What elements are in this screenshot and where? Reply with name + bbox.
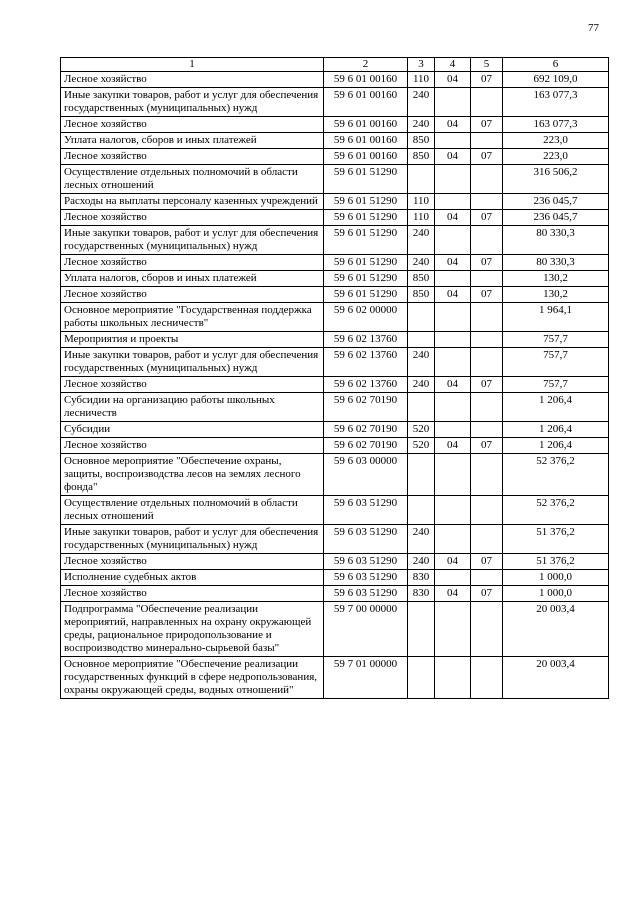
section-cell: [435, 194, 471, 210]
subsection-cell: [471, 393, 503, 422]
target-code-cell: 59 6 03 51290: [324, 554, 408, 570]
expense-type-cell: 240: [408, 348, 435, 377]
target-code-cell: 59 6 01 00160: [324, 117, 408, 133]
target-code-cell: 59 6 03 51290: [324, 586, 408, 602]
item-name-cell: Иные закупки товаров, работ и услуг для обеспечения государственных (муниципальных) нужд: [61, 88, 324, 117]
expense-type-cell: [408, 303, 435, 332]
item-name-cell: Лесное хозяйство: [61, 72, 324, 88]
item-name-cell: Осуществление отдельных полномочий в области лесных отношений: [61, 165, 324, 194]
column-header: 2: [324, 58, 408, 72]
target-code-cell: 59 6 01 00160: [324, 88, 408, 117]
amount-cell: 52 376,2: [503, 454, 609, 496]
target-code-cell: 59 6 02 00000: [324, 303, 408, 332]
table-row: [61, 657, 609, 699]
target-code-cell: 59 7 00 00000: [324, 602, 408, 657]
target-code-cell: 59 6 01 51290: [324, 226, 408, 255]
expense-type-cell: 850: [408, 271, 435, 287]
budget-table: [60, 57, 609, 699]
item-name-cell: Исполнение судебных актов: [61, 570, 324, 586]
table-row: [61, 133, 609, 149]
item-name-cell: Основное мероприятие "Обеспечение реализации государственных функций в сфере недропользования, охраны окружающей среды, водных отношений": [61, 657, 324, 699]
target-code-cell: 59 6 03 51290: [324, 525, 408, 554]
subsection-cell: [471, 348, 503, 377]
section-cell: 04: [435, 210, 471, 226]
item-name-cell: Уплата налогов, сборов и иных платежей: [61, 271, 324, 287]
subsection-cell: [471, 602, 503, 657]
table-row: [61, 149, 609, 165]
amount-cell: 223,0: [503, 149, 609, 165]
target-code-cell: 59 6 01 51290: [324, 271, 408, 287]
expense-type-cell: 830: [408, 570, 435, 586]
subsection-cell: [471, 271, 503, 287]
amount-cell: 316 506,2: [503, 165, 609, 194]
section-cell: [435, 393, 471, 422]
expense-type-cell: 240: [408, 226, 435, 255]
section-cell: [435, 454, 471, 496]
item-name-cell: Подпрограмма "Обеспечение реализации мероприятий, направленных на охрану окружающей среды, рациональное природопользование и воспроизводство минерально-сырьевой базы": [61, 602, 324, 657]
expense-type-cell: [408, 657, 435, 699]
item-name-cell: Иные закупки товаров, работ и услуг для обеспечения государственных (муниципальных) нужд: [61, 525, 324, 554]
subsection-cell: 07: [471, 149, 503, 165]
target-code-cell: 59 7 01 00000: [324, 657, 408, 699]
subsection-cell: 07: [471, 117, 503, 133]
item-name-cell: Мероприятия и проекты: [61, 332, 324, 348]
amount-cell: 757,7: [503, 348, 609, 377]
column-header: 3: [408, 58, 435, 72]
table-row: [61, 570, 609, 586]
subsection-cell: [471, 165, 503, 194]
amount-cell: 1 000,0: [503, 586, 609, 602]
amount-cell: 1 206,4: [503, 393, 609, 422]
expense-type-cell: 240: [408, 525, 435, 554]
subsection-cell: 07: [471, 438, 503, 454]
expense-type-cell: 520: [408, 422, 435, 438]
amount-cell: 20 003,4: [503, 602, 609, 657]
subsection-cell: [471, 570, 503, 586]
expense-type-cell: 850: [408, 287, 435, 303]
section-cell: 04: [435, 117, 471, 133]
table-row: [61, 393, 609, 422]
expense-type-cell: 240: [408, 255, 435, 271]
table-row: [61, 194, 609, 210]
section-cell: [435, 226, 471, 255]
item-name-cell: Основное мероприятие "Обеспечение охраны, защиты, воспроизводства лесов на землях лесного фонда": [61, 454, 324, 496]
section-cell: [435, 88, 471, 117]
amount-cell: 80 330,3: [503, 255, 609, 271]
amount-cell: 223,0: [503, 133, 609, 149]
amount-cell: 1 964,1: [503, 303, 609, 332]
table-row: [61, 496, 609, 525]
amount-cell: 20 003,4: [503, 657, 609, 699]
item-name-cell: Расходы на выплаты персоналу казенных учреждений: [61, 194, 324, 210]
target-code-cell: 59 6 02 13760: [324, 332, 408, 348]
expense-type-cell: [408, 496, 435, 525]
expense-type-cell: [408, 393, 435, 422]
table-row: [61, 586, 609, 602]
table-row: [61, 438, 609, 454]
target-code-cell: 59 6 02 70190: [324, 438, 408, 454]
section-cell: 04: [435, 149, 471, 165]
item-name-cell: Лесное хозяйство: [61, 554, 324, 570]
section-cell: [435, 271, 471, 287]
item-name-cell: Субсидии на организацию работы школьных лесничеств: [61, 393, 324, 422]
amount-cell: 1 206,4: [503, 422, 609, 438]
expense-type-cell: 110: [408, 194, 435, 210]
item-name-cell: Лесное хозяйство: [61, 255, 324, 271]
amount-cell: 1 000,0: [503, 570, 609, 586]
subsection-cell: 07: [471, 377, 503, 393]
section-cell: 04: [435, 554, 471, 570]
table-row: [61, 332, 609, 348]
item-name-cell: Иные закупки товаров, работ и услуг для обеспечения государственных (муниципальных) нужд: [61, 226, 324, 255]
table-row: [61, 348, 609, 377]
amount-cell: 236 045,7: [503, 194, 609, 210]
expense-type-cell: 240: [408, 88, 435, 117]
table-row: [61, 422, 609, 438]
subsection-cell: 07: [471, 554, 503, 570]
target-code-cell: 59 6 03 00000: [324, 454, 408, 496]
section-cell: 04: [435, 377, 471, 393]
amount-cell: 51 376,2: [503, 525, 609, 554]
section-cell: [435, 496, 471, 525]
subsection-cell: [471, 226, 503, 255]
subsection-cell: [471, 303, 503, 332]
section-cell: 04: [435, 72, 471, 88]
table-row: [61, 210, 609, 226]
table-row: [61, 303, 609, 332]
expense-type-cell: 110: [408, 210, 435, 226]
item-name-cell: Иные закупки товаров, работ и услуг для обеспечения государственных (муниципальных) нужд: [61, 348, 324, 377]
table-row: [61, 377, 609, 393]
section-cell: [435, 165, 471, 194]
section-cell: 04: [435, 438, 471, 454]
target-code-cell: 59 6 01 51290: [324, 287, 408, 303]
expense-type-cell: 110: [408, 72, 435, 88]
expense-type-cell: 520: [408, 438, 435, 454]
subsection-cell: 07: [471, 586, 503, 602]
section-cell: [435, 602, 471, 657]
subsection-cell: [471, 332, 503, 348]
table-row: [61, 271, 609, 287]
expense-type-cell: [408, 602, 435, 657]
section-cell: [435, 525, 471, 554]
column-header: 6: [503, 58, 609, 72]
subsection-cell: [471, 422, 503, 438]
subsection-cell: 07: [471, 72, 503, 88]
subsection-cell: 07: [471, 210, 503, 226]
expense-type-cell: 850: [408, 149, 435, 165]
column-header: 1: [61, 58, 324, 72]
subsection-cell: [471, 454, 503, 496]
target-code-cell: 59 6 03 51290: [324, 570, 408, 586]
item-name-cell: Лесное хозяйство: [61, 117, 324, 133]
target-code-cell: 59 6 03 51290: [324, 496, 408, 525]
item-name-cell: Осуществление отдельных полномочий в области лесных отношений: [61, 496, 324, 525]
target-code-cell: 59 6 01 51290: [324, 255, 408, 271]
section-cell: 04: [435, 586, 471, 602]
page-number: 77: [588, 22, 599, 34]
amount-cell: 52 376,2: [503, 496, 609, 525]
amount-cell: 163 077,3: [503, 88, 609, 117]
item-name-cell: Лесное хозяйство: [61, 586, 324, 602]
item-name-cell: Лесное хозяйство: [61, 287, 324, 303]
expense-type-cell: [408, 454, 435, 496]
item-name-cell: Субсидии: [61, 422, 324, 438]
expense-type-cell: [408, 332, 435, 348]
section-cell: 04: [435, 287, 471, 303]
subsection-cell: [471, 88, 503, 117]
table-row: [61, 88, 609, 117]
section-cell: [435, 570, 471, 586]
section-cell: [435, 348, 471, 377]
amount-cell: 236 045,7: [503, 210, 609, 226]
amount-cell: 130,2: [503, 271, 609, 287]
amount-cell: 757,7: [503, 377, 609, 393]
section-cell: [435, 332, 471, 348]
item-name-cell: Основное мероприятие "Государственная поддержка работы школьных лесничеств": [61, 303, 324, 332]
expense-type-cell: 240: [408, 377, 435, 393]
amount-cell: 692 109,0: [503, 72, 609, 88]
amount-cell: 51 376,2: [503, 554, 609, 570]
amount-cell: 130,2: [503, 287, 609, 303]
column-header: 5: [471, 58, 503, 72]
table-row: [61, 454, 609, 496]
expense-type-cell: [408, 165, 435, 194]
table-row: [61, 287, 609, 303]
table-row: [61, 72, 609, 88]
section-cell: [435, 133, 471, 149]
item-name-cell: Уплата налогов, сборов и иных платежей: [61, 133, 324, 149]
target-code-cell: 59 6 02 70190: [324, 422, 408, 438]
expense-type-cell: 850: [408, 133, 435, 149]
table-row: [61, 602, 609, 657]
subsection-cell: 07: [471, 287, 503, 303]
subsection-cell: [471, 133, 503, 149]
section-cell: [435, 303, 471, 332]
expense-type-cell: 830: [408, 586, 435, 602]
target-code-cell: 59 6 01 00160: [324, 133, 408, 149]
table-row: [61, 525, 609, 554]
target-code-cell: 59 6 02 13760: [324, 348, 408, 377]
subsection-cell: [471, 496, 503, 525]
table-row: [61, 165, 609, 194]
table-row: [61, 117, 609, 133]
amount-cell: 163 077,3: [503, 117, 609, 133]
subsection-cell: [471, 525, 503, 554]
table-row: [61, 554, 609, 570]
target-code-cell: 59 6 01 51290: [324, 194, 408, 210]
column-header: 4: [435, 58, 471, 72]
section-cell: [435, 422, 471, 438]
table-header-row: [61, 58, 609, 72]
expense-type-cell: 240: [408, 117, 435, 133]
item-name-cell: Лесное хозяйство: [61, 377, 324, 393]
subsection-cell: [471, 657, 503, 699]
section-cell: [435, 657, 471, 699]
table-body: [61, 72, 609, 699]
subsection-cell: 07: [471, 255, 503, 271]
target-code-cell: 59 6 01 00160: [324, 72, 408, 88]
target-code-cell: 59 6 01 51290: [324, 165, 408, 194]
section-cell: 04: [435, 255, 471, 271]
expense-type-cell: 240: [408, 554, 435, 570]
amount-cell: 757,7: [503, 332, 609, 348]
target-code-cell: 59 6 02 13760: [324, 377, 408, 393]
amount-cell: 80 330,3: [503, 226, 609, 255]
target-code-cell: 59 6 01 00160: [324, 149, 408, 165]
item-name-cell: Лесное хозяйство: [61, 438, 324, 454]
item-name-cell: Лесное хозяйство: [61, 210, 324, 226]
table-row: [61, 226, 609, 255]
target-code-cell: 59 6 02 70190: [324, 393, 408, 422]
table-row: [61, 255, 609, 271]
subsection-cell: [471, 194, 503, 210]
amount-cell: 1 206,4: [503, 438, 609, 454]
item-name-cell: Лесное хозяйство: [61, 149, 324, 165]
target-code-cell: 59 6 01 51290: [324, 210, 408, 226]
